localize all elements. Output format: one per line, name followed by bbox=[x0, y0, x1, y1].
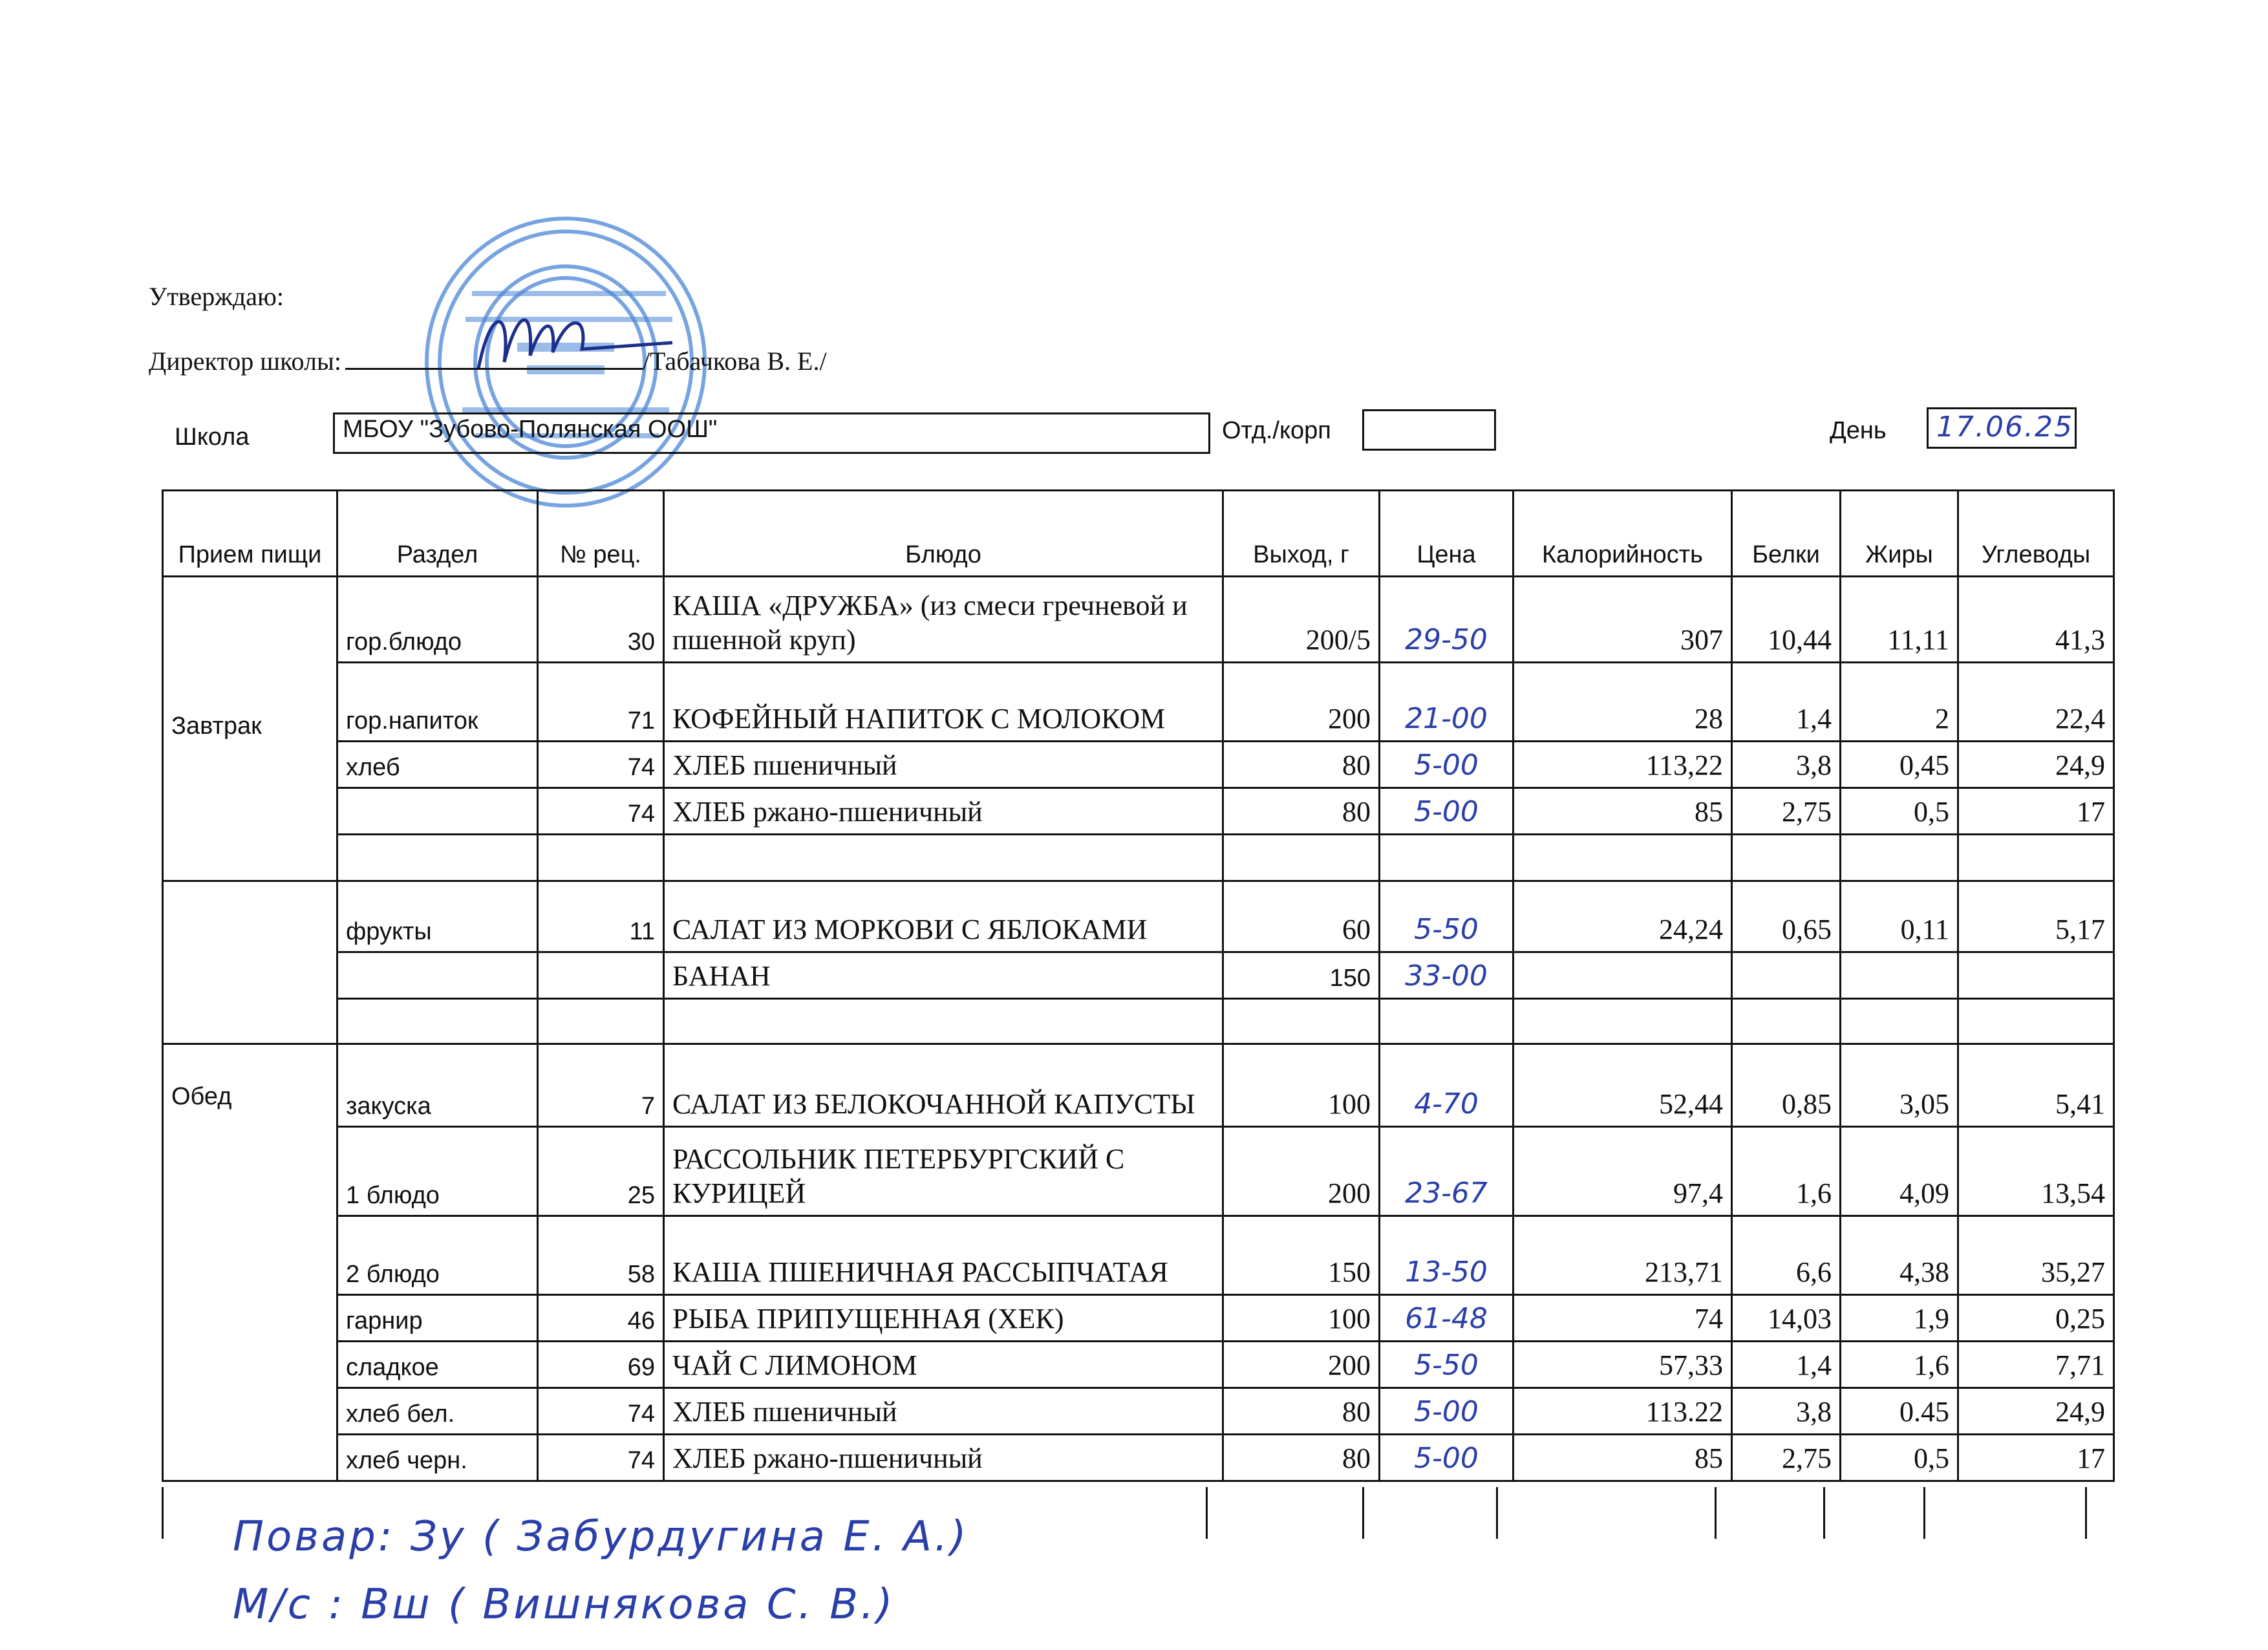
dish-cell: БАНАН bbox=[664, 952, 1223, 999]
carbs-cell: 35,27 bbox=[1958, 1216, 2114, 1295]
section-cell: гор.напиток bbox=[337, 663, 538, 742]
table-row bbox=[163, 577, 2114, 663]
section-cell: сладкое bbox=[337, 1342, 538, 1388]
price-cell: 23-67 bbox=[1380, 1127, 1514, 1216]
col-section: Раздел bbox=[337, 491, 538, 577]
kcal-cell: 85 bbox=[1514, 788, 1732, 835]
dish-cell: ХЛЕБ ржано-пшеничный bbox=[664, 1435, 1223, 1481]
fat-cell: 2 bbox=[1841, 663, 1958, 742]
dish-cell: КОФЕЙНЫЙ НАПИТОК С МОЛОКОМ bbox=[664, 663, 1223, 742]
school-label: Школа bbox=[175, 423, 250, 451]
dish-cell: РАССОЛЬНИК ПЕТЕРБУРГСКИЙ С КУРИЦЕЙ bbox=[664, 1127, 1223, 1216]
day-label: День bbox=[1830, 417, 1887, 444]
kcal-cell: 28 bbox=[1514, 663, 1732, 742]
protein-cell: 1,6 bbox=[1732, 1127, 1841, 1216]
dish-cell: РЫБА ПРИПУЩЕННАЯ (ХЕК) bbox=[664, 1295, 1223, 1342]
protein-cell: 10,44 bbox=[1732, 577, 1841, 663]
dish-cell: ХЛЕБ пшеничный bbox=[664, 1388, 1223, 1435]
dish-cell: САЛАТ ИЗ БЕЛОКОЧАННОЙ КАПУСТЫ bbox=[664, 1044, 1223, 1127]
protein-cell: 3,8 bbox=[1732, 742, 1841, 788]
recipe-cell: 46 bbox=[538, 1295, 664, 1342]
recipe-cell: 74 bbox=[538, 742, 664, 788]
kcal-cell: 113,22 bbox=[1514, 742, 1732, 788]
yield-cell: 150 bbox=[1223, 952, 1380, 999]
section-cell: гарнир bbox=[337, 1295, 538, 1342]
col-fat: Жиры bbox=[1841, 491, 1958, 577]
meal-lunch: Обед bbox=[163, 1044, 337, 1481]
protein-cell: 1,4 bbox=[1732, 1342, 1841, 1388]
dish-cell: КАША «ДРУЖБА» (из смеси гречневой и пшенной круп) bbox=[664, 577, 1223, 663]
section-cell: 2 блюдо bbox=[337, 1216, 538, 1295]
table-row bbox=[163, 835, 2114, 881]
dept-label: Отд./корп bbox=[1222, 417, 1331, 444]
price-cell: 5-00 bbox=[1380, 788, 1514, 835]
yield-cell: 200 bbox=[1223, 1127, 1380, 1216]
yield-cell: 200 bbox=[1223, 1342, 1380, 1388]
table-line bbox=[162, 1487, 164, 1539]
menu-table bbox=[162, 489, 2115, 1482]
table-line bbox=[1206, 1487, 1208, 1539]
kcal-cell: 24,24 bbox=[1514, 881, 1732, 952]
fat-cell: 1,6 bbox=[1841, 1342, 1958, 1388]
yield-cell: 150 bbox=[1223, 1216, 1380, 1295]
director-line bbox=[149, 346, 827, 376]
approve-label: Утверждаю: bbox=[149, 282, 284, 311]
table-line bbox=[1362, 1487, 1364, 1539]
recipe-cell: 30 bbox=[538, 577, 664, 663]
price-cell: 21-00 bbox=[1380, 663, 1514, 742]
protein-cell: 2,75 bbox=[1732, 788, 1841, 835]
col-price: Цена bbox=[1380, 491, 1514, 577]
fat-cell: 0,5 bbox=[1841, 788, 1958, 835]
protein-cell: 14,03 bbox=[1732, 1295, 1841, 1342]
table-row bbox=[163, 1044, 2114, 1127]
meal-breakfast: Завтрак bbox=[163, 577, 337, 881]
table-row bbox=[163, 663, 2114, 742]
col-carbs: Углеводы bbox=[1958, 491, 2114, 577]
recipe-cell: 74 bbox=[538, 1435, 664, 1481]
carbs-cell: 24,9 bbox=[1958, 742, 2114, 788]
kcal-cell bbox=[1514, 952, 1732, 999]
kcal-cell: 307 bbox=[1514, 577, 1732, 663]
table-row bbox=[163, 742, 2114, 788]
col-yield: Выход, г bbox=[1223, 491, 1380, 577]
dept-field bbox=[1362, 409, 1496, 451]
yield-cell: 200 bbox=[1223, 663, 1380, 742]
section-cell bbox=[337, 952, 538, 999]
price-cell: 5-50 bbox=[1380, 881, 1514, 952]
day-field: 17.06.25 bbox=[1927, 407, 2077, 449]
table-line bbox=[1715, 1487, 1717, 1539]
recipe-cell: 71 bbox=[538, 663, 664, 742]
fat-cell: 0.45 bbox=[1841, 1388, 1958, 1435]
table-row bbox=[163, 1216, 2114, 1295]
carbs-cell: 41,3 bbox=[1958, 577, 2114, 663]
price-cell: 4-70 bbox=[1380, 1044, 1514, 1127]
cook-signature: Повар: Зу ( Забурдугина Е. А.) bbox=[233, 1513, 969, 1561]
dish-cell: ЧАЙ С ЛИМОНОМ bbox=[664, 1342, 1223, 1388]
fat-cell bbox=[1841, 952, 1958, 999]
table-row bbox=[163, 1295, 2114, 1342]
table-row bbox=[163, 788, 2114, 835]
recipe-cell: 7 bbox=[538, 1044, 664, 1127]
table-line bbox=[1496, 1487, 1498, 1539]
dish-cell: ХЛЕБ ржано-пшеничный bbox=[664, 788, 1223, 835]
dish-cell: КАША ПШЕНИЧНАЯ РАССЫПЧАТАЯ bbox=[664, 1216, 1223, 1295]
carbs-cell: 17 bbox=[1958, 788, 2114, 835]
recipe-cell: 69 bbox=[538, 1342, 664, 1388]
fat-cell: 0,5 bbox=[1841, 1435, 1958, 1481]
carbs-cell: 0,25 bbox=[1958, 1295, 2114, 1342]
kcal-cell: 74 bbox=[1514, 1295, 1732, 1342]
director-name: /Табачкова В. Е./ bbox=[642, 347, 827, 376]
kcal-cell: 113.22 bbox=[1514, 1388, 1732, 1435]
recipe-cell bbox=[538, 952, 664, 999]
recipe-cell: 74 bbox=[538, 1388, 664, 1435]
kcal-cell: 213,71 bbox=[1514, 1216, 1732, 1295]
price-cell: 13-50 bbox=[1380, 1216, 1514, 1295]
protein-cell: 0,65 bbox=[1732, 881, 1841, 952]
table-row bbox=[163, 999, 2114, 1044]
carbs-cell: 5,17 bbox=[1958, 881, 2114, 952]
price-cell: 33-00 bbox=[1380, 952, 1514, 999]
meal-snack bbox=[163, 881, 337, 1044]
carbs-cell: 13,54 bbox=[1958, 1127, 2114, 1216]
protein-cell bbox=[1732, 952, 1841, 999]
table-line bbox=[2085, 1487, 2087, 1539]
kcal-cell: 52,44 bbox=[1514, 1044, 1732, 1127]
col-protein: Белки bbox=[1732, 491, 1841, 577]
col-kcal: Калорийность bbox=[1514, 491, 1732, 577]
protein-cell: 3,8 bbox=[1732, 1388, 1841, 1435]
section-cell: гор.блюдо bbox=[337, 577, 538, 663]
carbs-cell: 17 bbox=[1958, 1435, 2114, 1481]
table-row bbox=[163, 881, 2114, 952]
section-cell: хлеб черн. bbox=[337, 1435, 538, 1481]
school-field: МБОУ "Зубово-Полянская ООШ" bbox=[333, 412, 1210, 454]
section-cell: 1 блюдо bbox=[337, 1127, 538, 1216]
yield-cell: 200/5 bbox=[1223, 577, 1380, 663]
recipe-cell: 25 bbox=[538, 1127, 664, 1216]
price-cell: 61-48 bbox=[1380, 1295, 1514, 1342]
carbs-cell: 7,71 bbox=[1958, 1342, 2114, 1388]
recipe-cell: 74 bbox=[538, 788, 664, 835]
fat-cell: 0,45 bbox=[1841, 742, 1958, 788]
fat-cell: 0,11 bbox=[1841, 881, 1958, 952]
col-recipe: № рец. bbox=[538, 491, 664, 577]
carbs-cell: 5,41 bbox=[1958, 1044, 2114, 1127]
price-cell: 29-50 bbox=[1380, 577, 1514, 663]
section-cell bbox=[337, 788, 538, 835]
table-row bbox=[163, 1127, 2114, 1216]
protein-cell: 0,85 bbox=[1732, 1044, 1841, 1127]
carbs-cell: 22,4 bbox=[1958, 663, 2114, 742]
yield-cell: 80 bbox=[1223, 1388, 1380, 1435]
section-cell: хлеб бел. bbox=[337, 1388, 538, 1435]
fat-cell: 3,05 bbox=[1841, 1044, 1958, 1127]
col-dish: Блюдо bbox=[664, 491, 1223, 577]
table-row bbox=[163, 1435, 2114, 1481]
fat-cell: 11,11 bbox=[1841, 577, 1958, 663]
price-cell: 5-50 bbox=[1380, 1342, 1514, 1388]
col-meal: Прием пищи bbox=[163, 491, 337, 577]
recipe-cell: 11 bbox=[538, 881, 664, 952]
table-line bbox=[1923, 1487, 1925, 1539]
dish-cell: САЛАТ ИЗ МОРКОВИ С ЯБЛОКАМИ bbox=[664, 881, 1223, 952]
price-cell: 5-00 bbox=[1380, 742, 1514, 788]
yield-cell: 100 bbox=[1223, 1295, 1380, 1342]
table-row bbox=[163, 952, 2114, 999]
yield-cell: 80 bbox=[1223, 788, 1380, 835]
dish-cell: ХЛЕБ пшеничный bbox=[664, 742, 1223, 788]
kcal-cell: 97,4 bbox=[1514, 1127, 1732, 1216]
table-row bbox=[163, 1342, 2114, 1388]
nurse-signature: М/с : Вш ( Вишнякова С. В.) bbox=[233, 1581, 895, 1629]
fat-cell: 1,9 bbox=[1841, 1295, 1958, 1342]
director-label: Директор школы: bbox=[149, 347, 341, 376]
kcal-cell: 85 bbox=[1514, 1435, 1732, 1481]
header-row bbox=[163, 491, 2114, 577]
table-row bbox=[163, 1388, 2114, 1435]
protein-cell: 1,4 bbox=[1732, 663, 1841, 742]
protein-cell: 6,6 bbox=[1732, 1216, 1841, 1295]
fat-cell: 4,09 bbox=[1841, 1127, 1958, 1216]
yield-cell: 100 bbox=[1223, 1044, 1380, 1127]
signature-blank bbox=[345, 346, 643, 370]
yield-cell: 60 bbox=[1223, 881, 1380, 952]
section-cell: фрукты bbox=[337, 881, 538, 952]
carbs-cell bbox=[1958, 952, 2114, 999]
yield-cell: 80 bbox=[1223, 742, 1380, 788]
protein-cell: 2,75 bbox=[1732, 1435, 1841, 1481]
price-cell: 5-00 bbox=[1380, 1388, 1514, 1435]
carbs-cell: 24,9 bbox=[1958, 1388, 2114, 1435]
price-cell: 5-00 bbox=[1380, 1435, 1514, 1481]
recipe-cell: 58 bbox=[538, 1216, 664, 1295]
fat-cell: 4,38 bbox=[1841, 1216, 1958, 1295]
yield-cell: 80 bbox=[1223, 1435, 1380, 1481]
table-line bbox=[1823, 1487, 1825, 1539]
section-cell: закуска bbox=[337, 1044, 538, 1127]
section-cell: хлеб bbox=[337, 742, 538, 788]
kcal-cell: 57,33 bbox=[1514, 1342, 1732, 1388]
